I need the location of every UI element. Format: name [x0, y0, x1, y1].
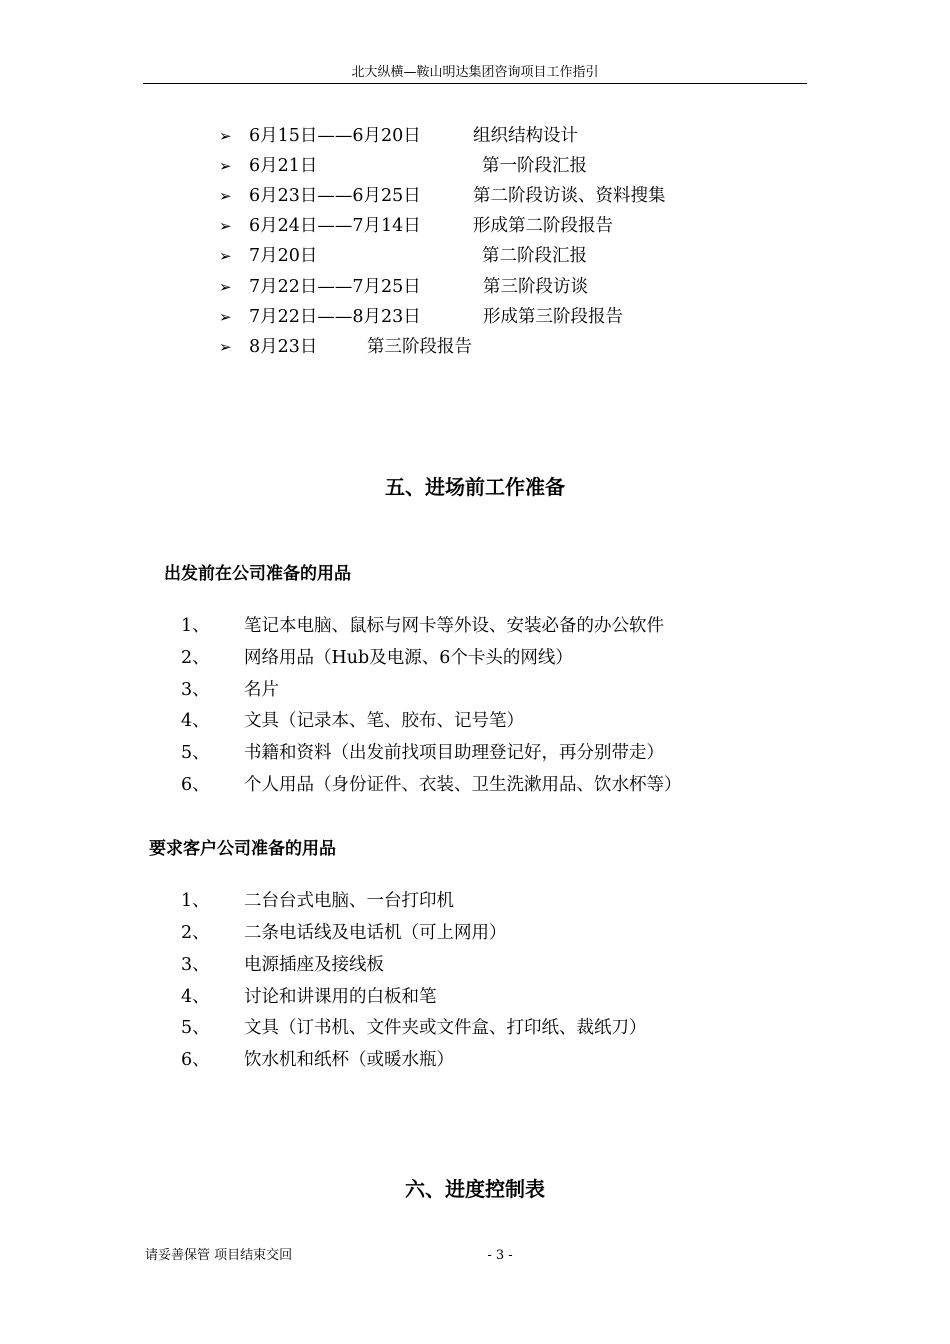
arrowhead-bullet-icon: ➢ [219, 278, 232, 296]
schedule-task: 第三阶段报告 [367, 337, 472, 357]
schedule-task: 组织结构设计 [473, 126, 578, 146]
list-item-number: 2、 [181, 923, 210, 943]
list-item-text: 书籍和资料（出发前找项目助理登记好，再分别带走） [244, 743, 664, 763]
section-title-progress-control: 六、进度控制表 [405, 1177, 545, 1201]
list-item-text: 饮水机和纸杯（或暖水瓶） [244, 1050, 454, 1070]
list-item-number: 4、 [181, 987, 210, 1007]
schedule-task: 第二阶段汇报 [482, 246, 587, 266]
arrowhead-bullet-icon: ➢ [219, 217, 232, 235]
schedule-task: 第三阶段访谈 [483, 277, 588, 297]
schedule-date: 8月23日 [249, 337, 318, 357]
schedule-task: 形成第三阶段报告 [483, 307, 623, 327]
schedule-date: 7月22日——8月23日 [249, 307, 421, 327]
schedule-date: 6月21日 [249, 156, 318, 176]
schedule-date: 6月24日——7月14日 [249, 216, 421, 236]
list-item-text: 文具（记录本、笔、胶布、记号笔） [244, 711, 524, 731]
list-item-number: 6、 [181, 1050, 210, 1070]
list-item-text: 文具（订书机、文件夹或文件盒、打印纸、裁纸刀） [244, 1018, 647, 1038]
list-item-text: 名片 [244, 680, 279, 700]
schedule-task: 第一阶段汇报 [482, 156, 587, 176]
list-item-number: 1、 [181, 891, 210, 911]
client-prep-heading: 要求客户公司准备的用品 [149, 839, 336, 859]
list-item-text: 个人用品（身份证件、衣装、卫生洗漱用品、饮水杯等） [244, 775, 682, 795]
header-divider [143, 83, 807, 84]
schedule-date: 6月23日——6月25日 [249, 186, 421, 206]
list-item-number: 6、 [181, 775, 210, 795]
arrowhead-bullet-icon: ➢ [219, 127, 232, 145]
schedule-date: 7月22日——7月25日 [249, 277, 421, 297]
schedule-task: 形成第二阶段报告 [473, 216, 613, 236]
list-item-number: 3、 [181, 955, 210, 975]
list-item-number: 1、 [181, 616, 210, 636]
arrowhead-bullet-icon: ➢ [219, 157, 232, 175]
list-item-number: 5、 [181, 743, 210, 763]
company-prep-heading: 出发前在公司准备的用品 [164, 564, 351, 584]
arrowhead-bullet-icon: ➢ [219, 308, 232, 326]
page-number: - 3 - [487, 1248, 513, 1263]
arrowhead-bullet-icon: ➢ [219, 338, 232, 356]
list-item-number: 2、 [181, 648, 210, 668]
arrowhead-bullet-icon: ➢ [219, 247, 232, 265]
footer-note: 请妥善保管 项目结束交回 [145, 1248, 293, 1263]
list-item-number: 5、 [181, 1018, 210, 1038]
list-item-number: 4、 [181, 711, 210, 731]
schedule-task: 第二阶段访谈、资料搜集 [473, 186, 666, 206]
section-title-preparation: 五、进场前工作准备 [385, 475, 565, 499]
list-item-text: 二台台式电脑、一台打印机 [244, 891, 454, 911]
schedule-date: 7月20日 [249, 246, 318, 266]
document-header-title: 北大纵横—鞍山明达集团咨询项目工作指引 [351, 65, 599, 80]
arrowhead-bullet-icon: ➢ [219, 187, 232, 205]
list-item-text: 讨论和讲课用的白板和笔 [244, 987, 437, 1007]
list-item-number: 3、 [181, 680, 210, 700]
list-item-text: 二条电话线及电话机（可上网用） [244, 923, 507, 943]
list-item-text: 电源插座及接线板 [244, 955, 384, 975]
list-item-text: 网络用品（Hub及电源、6个卡头的网线） [244, 648, 573, 668]
schedule-date: 6月15日——6月20日 [249, 126, 421, 146]
list-item-text: 笔记本电脑、鼠标与网卡等外设、安装必备的办公软件 [244, 616, 664, 636]
